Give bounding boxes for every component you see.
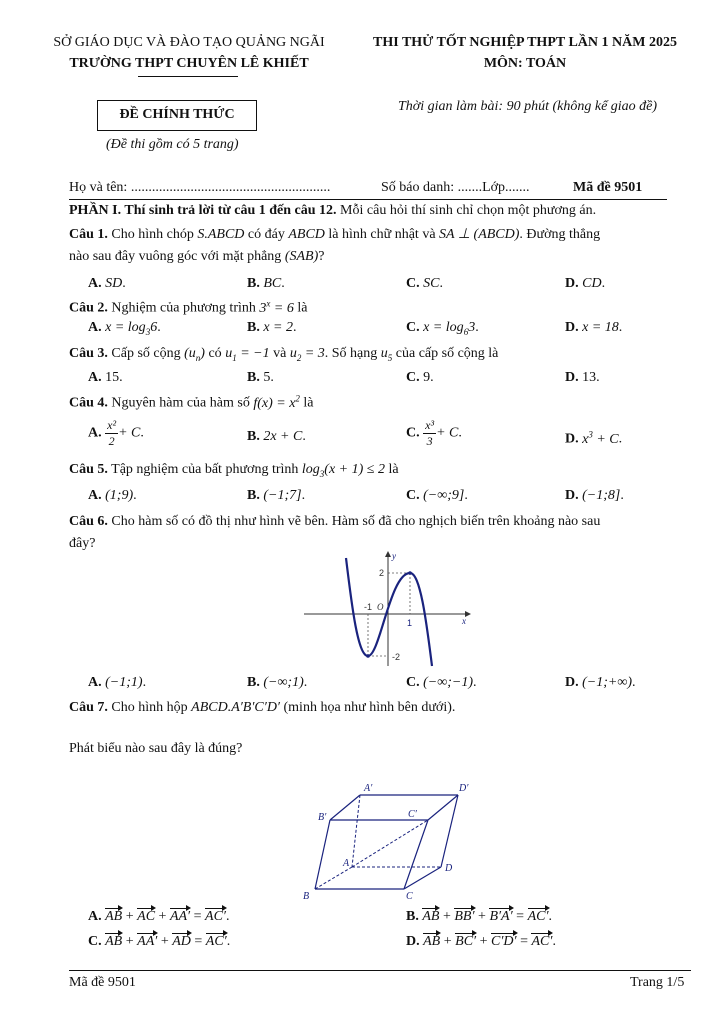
question-7: Câu 7. Cho hình hộp ABCD.A′B′C′D′ (minh họa như hình bên dưới). (69, 700, 456, 715)
edge-c-d (404, 867, 441, 889)
q4-option-d[interactable]: D. $x^3 + C$. (565, 429, 623, 447)
q4-option-a[interactable]: A. $\frac{\text{x²}}{2}$ + C. (88, 418, 144, 448)
q5-option-c[interactable]: C. (−∞;9]. (406, 488, 468, 503)
q3-option-b[interactable]: B. 5. (247, 370, 274, 385)
exam-title: THI THỬ TỐT NGHIỆP THPT LẦN 1 NĂM 2025 (373, 35, 677, 50)
q1-option-b[interactable]: B. BC. (247, 276, 285, 291)
candidate-name-field: Họ và tên: ......................................................... (69, 180, 331, 195)
question-1: Câu 1. Cho hình chóp S.ABCD có đáy ABCD là hình chữ nhật và SA ⊥ (ABCD). Đường thẳng (69, 227, 601, 242)
question-7-prompt: Phát biểu nào sau đây là đúng? (69, 741, 243, 756)
question-1-line2: nào sau đây vuông góc với mặt phẳng (SAB)? (69, 249, 325, 264)
y-axis-label: y (392, 551, 396, 561)
question-6: Câu 6. Cho hàm số có đồ thị như hình vẽ bên. Hàm số đã cho nghịch biến trên khoảng nào sau (69, 514, 601, 529)
header-underline (138, 76, 238, 77)
edge-a1-a-hidden (352, 795, 360, 867)
q2-option-d[interactable]: D. x = 18. (565, 320, 623, 335)
candidate-id-field: Số báo danh: .......Lớp....... (381, 180, 530, 195)
label-d1: D′ (459, 783, 469, 794)
subject-title: MÔN: TOÁN (483, 56, 567, 71)
edge-b1-b (315, 820, 330, 889)
time-note: Thời gian làm bài: 90 phút (không kể giao đề) (398, 99, 658, 114)
q2-option-c[interactable]: C. $x = \log_63$. (406, 320, 479, 337)
q5-option-b[interactable]: B. (−1;7]. (247, 488, 306, 503)
function-curve (346, 558, 432, 666)
q6-option-b[interactable]: B. (−∞;1). (247, 675, 308, 690)
x-axis-label: x (462, 616, 466, 626)
q1-option-d[interactable]: D. CD. (565, 276, 606, 291)
label-c: C (406, 891, 413, 902)
q7-option-c[interactable]: C. AB + AA′ + AD = AC′. (88, 934, 231, 949)
q1-option-c[interactable]: C. SC. (406, 276, 443, 291)
q3-option-c[interactable]: C. 9. (406, 370, 434, 385)
official-label: ĐỀ CHÍNH THỨC (119, 107, 235, 122)
q6-option-d[interactable]: D. (−1;+∞). (565, 675, 636, 690)
q6-option-a[interactable]: A. (−1;1). (88, 675, 147, 690)
q4-option-b[interactable]: B. 2x + C. (247, 429, 306, 444)
footer-exam-code: Mã đề 9501 (69, 975, 136, 990)
q5-option-a[interactable]: A. (1;9). (88, 488, 137, 503)
department-name: SỞ GIÁO DỤC VÀ ĐÀO TẠO QUẢNG NGÃI (53, 35, 325, 50)
school-name: TRƯỜNG THPT CHUYÊN LÊ KHIẾT (69, 56, 309, 71)
q3-option-a[interactable]: A. 15. (88, 370, 123, 385)
q7-option-d[interactable]: D. AB + BC′ + C′D′ = AC′. (406, 934, 556, 949)
exam-code: Mã đề 9501 (573, 180, 643, 195)
question-5: Câu 5. Tập nghiệm của bất phương trình $\log_3(x + 1) \le 2$ là (69, 462, 399, 479)
q1-option-a[interactable]: A. SD. (88, 276, 126, 291)
q4-option-c[interactable]: C. $\frac{\text{x³}}{3}$ + C. (406, 418, 462, 448)
origin-label: O (377, 602, 384, 612)
label-a: A (343, 858, 350, 869)
function-graph (300, 548, 480, 670)
q6-option-c[interactable]: C. (−∞;−1). (406, 675, 477, 690)
footer-divider (69, 970, 691, 971)
pages-note: (Đề thi gồm có 5 trang) (106, 137, 239, 152)
tick-label-neg2: -2 (392, 652, 401, 662)
tick-label-2: 2 (379, 568, 385, 578)
edge-d1-d (441, 795, 458, 867)
q7-option-a[interactable]: A. AB + AC + AA′ = AC′. (88, 909, 230, 924)
candidate-divider (69, 199, 667, 200)
question-2: Câu 2. Nghiệm của phương trình $3^x = 6$ là (69, 298, 308, 316)
edge-c1-c (404, 820, 428, 889)
footer-page-number: Trang 1/5 (630, 975, 685, 990)
q5-option-d[interactable]: D. (−1;8]. (565, 488, 624, 503)
edge-a-b-hidden (315, 867, 352, 889)
q3-option-d[interactable]: D. 13. (565, 370, 600, 385)
label-a1: A′ (364, 783, 373, 794)
q2-option-b[interactable]: B. x = 2. (247, 320, 297, 335)
question-6-line2: đây? (69, 536, 96, 551)
label-b: B (303, 891, 310, 902)
label-b1: B′ (318, 812, 327, 823)
q7-option-b[interactable]: B. AB + BB′ + B′A′ = AC′. (406, 909, 553, 924)
max-point (408, 571, 412, 575)
tick-label-1: 1 (407, 618, 413, 628)
label-d: D (445, 863, 453, 874)
question-3: Câu 3. Cấp số cộng $(u_n)$ có $u_1 = -1$ và $u_2 = 3$. Số hạng $u_5$ của cấp số cộng là (69, 346, 499, 363)
part1-heading: PHẦN I. Thí sinh trả lời từ câu 1 đến câu 12. Mỗi câu hỏi thí sinh chỉ chọn một phương án. (69, 203, 597, 218)
min-point (366, 654, 370, 658)
q2-option-a[interactable]: A. $x = \log_36$. (88, 320, 161, 337)
label-c1: C′ (408, 809, 417, 820)
question-4: Câu 4. Nguyên hàm của hàm số $f(x) = x^2$ là (69, 393, 314, 411)
edge-a1-b1 (330, 795, 360, 820)
diagonal-a-c1-hidden (352, 820, 428, 867)
tick-label-neg1: -1 (364, 602, 373, 612)
parallelepiped-figure (296, 778, 469, 903)
